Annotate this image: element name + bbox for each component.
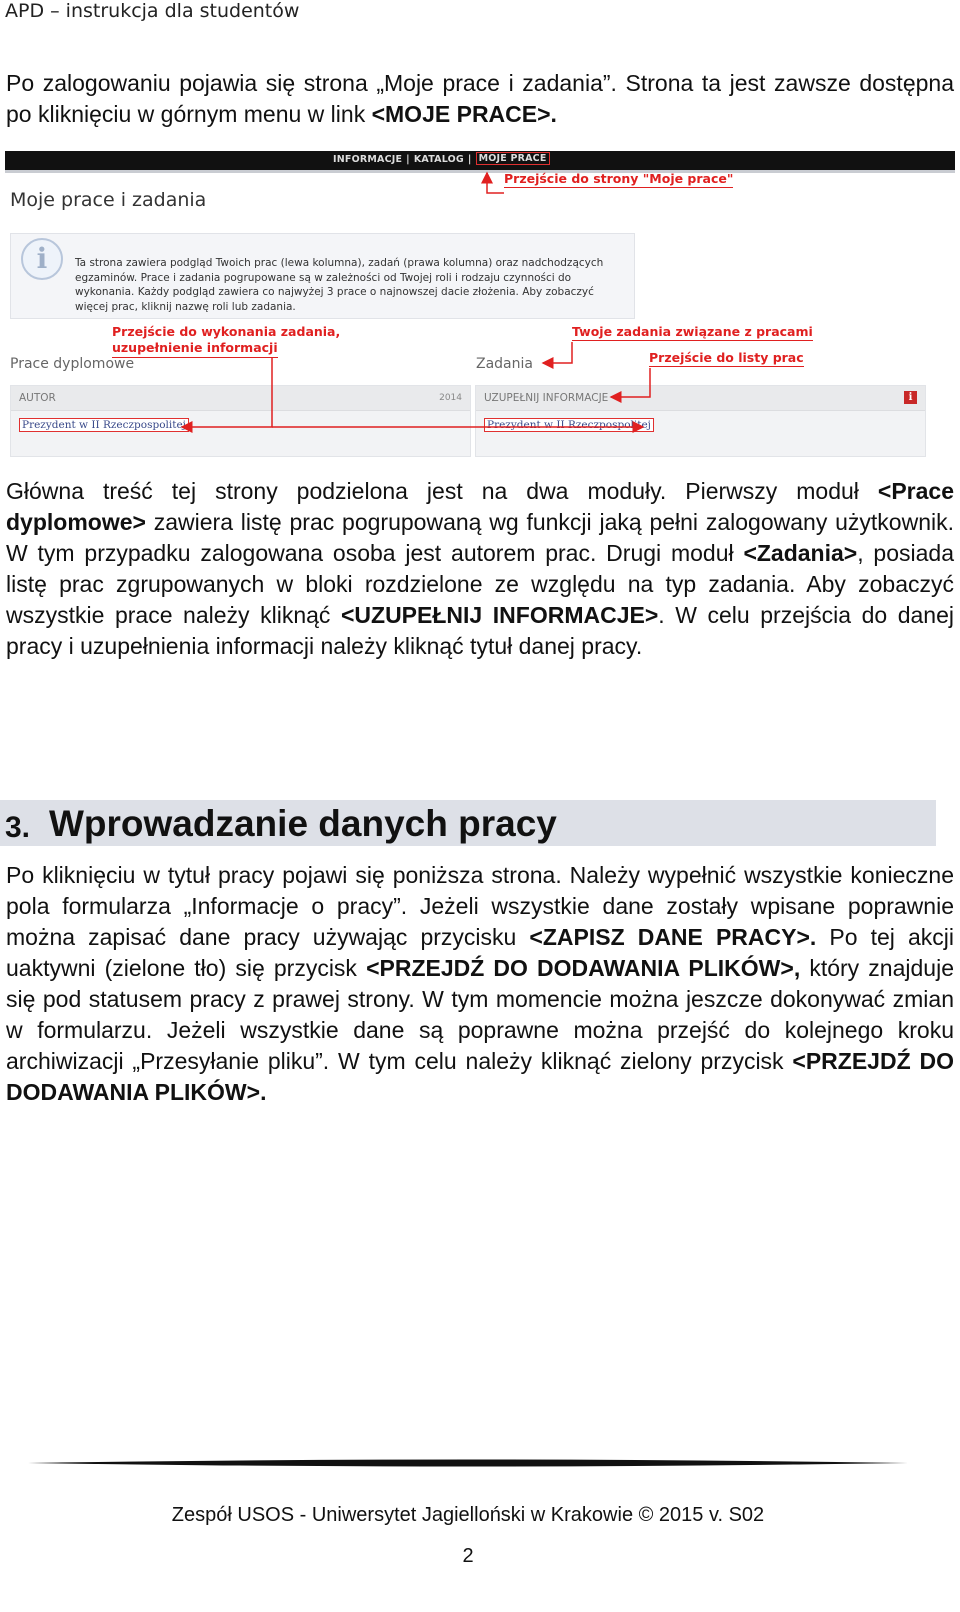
document-header: APD – instrukcja dla studentów	[5, 0, 300, 22]
annotation-left-line2: uzupełnienie informacji	[112, 340, 278, 358]
arrow-zadania	[543, 342, 572, 363]
para3-b1: <ZAPISZ DANE PRACY>.	[529, 924, 817, 950]
menu-item-katalog[interactable]: KATALOG	[413, 154, 464, 165]
arrow-menu	[487, 173, 504, 193]
section-heading	[0, 800, 936, 846]
intro-text: Po zalogowaniu pojawia się strona „Moje prace i zadania”. Strona ta jest zawsze dostępna po kliknięciu w górnym menu w link	[6, 70, 954, 127]
para3-t3: który znajduje się pod statusem pracy z prawej strony. W tym momencie można jeszcze dokonywać zmian w formularzu. Jeżeli wszystkie dane są poprawne można przejść do kolejnego kroku archiwizacji „Przesyłanie pliku”. W tym celu należy kliknąć zielony przycisk	[6, 955, 954, 1074]
module-year: 2014	[439, 393, 462, 403]
menu-item-informacje[interactable]: INFORMACJE	[333, 154, 403, 165]
annotation-arrows	[5, 149, 955, 467]
intro-paragraph	[6, 68, 954, 130]
menu-separator: |	[406, 154, 410, 165]
page-number: 2	[462, 1545, 474, 1567]
intro-bold: <MOJE PRACE>.	[371, 101, 557, 127]
module-label-autor[interactable]: AUTOR	[19, 392, 56, 404]
thesis-link-left[interactable]: Prezydent w II Rzeczpospolitej	[19, 418, 189, 432]
page-title: Moje prace i zadania	[10, 189, 207, 211]
para2-b3: <UZUPEŁNIJ INFORMACJE>	[340, 602, 659, 628]
paragraph-modules	[6, 476, 954, 662]
annotation-right-2: Przejście do listy prac	[649, 350, 804, 365]
para2-t4: . W celu przejścia do danej pracy i uzupełnienia informacji należy kliknąć tytuł danej pracy.	[6, 602, 954, 659]
footer-divider	[28, 1458, 908, 1468]
para2-b1: <Prace dyplomowe>	[6, 478, 954, 535]
paragraph-entry	[6, 860, 954, 1108]
arrow-left-link	[182, 357, 272, 427]
info-badge-icon: i	[904, 391, 917, 404]
screenshot-moje-prace	[5, 149, 955, 467]
info-text: Ta strona zawiera podgląd Twoich prac (lewa kolumna), zadań (prawa kolumna) oraz nadchodzących egzaminów. Prace i zadania pogrupowane są w zależności od Twojej roli i rodzaju czynności do wykonania. Każdy podgląd zawiera co najwyżej 3 prace o najnowszej dacie złożenia. Aby zobaczyć więcej prac, kliknij nazwę roli lub zadania.	[75, 257, 604, 313]
section-number: 3.	[5, 811, 31, 844]
info-icon: i	[21, 238, 63, 280]
para2-t3: , posiada listę prac zgrupowanych w bloki rozdzielone ze względu na typ zadania. Aby zobaczyć wszystkie prace należy kliknąć	[6, 540, 954, 628]
para3-t2: Po tej akcji uaktywni (zielone tło) się przycisk	[6, 924, 954, 981]
menu-item-moje-prace[interactable]: MOJE PRACE	[476, 152, 550, 165]
footer-text: Zespół USOS - Uniwersytet Jagielloński w Krakowie © 2015 v. S02	[171, 1504, 765, 1526]
section-title: Wprowadzanie danych pracy	[49, 803, 557, 844]
para3-b2: <PRZEJDŹ DO DODAWANIA PLIKÓW>,	[366, 955, 801, 981]
section-prace-dyplomowe[interactable]: Prace dyplomowe	[10, 356, 135, 372]
para3-t1: Po kliknięciu w tytuł pracy pojawi się poniższa strona. Należy wypełnić wszystkie konieczne pola formularza „Informacje o pracy”. Jeżeli wszystkie dane zostały wpisane poprawnie można zapisać dane pracy używając przycisku	[6, 862, 954, 950]
menu-separator: |	[467, 154, 472, 165]
para2-t2: zawiera listę prac pogrupowaną wg funkcji jaką pełni zalogowany użytkownik. W tym przypadku zalogowana osoba jest autorem prac. Drugi moduł	[6, 509, 954, 566]
annotation-right-1: Twoje zadania związane z pracami	[572, 324, 813, 339]
para2-t1: Główna treść tej strony podzielona jest na dwa moduły. Pierwszy moduł	[6, 478, 878, 504]
section-zadania[interactable]: Zadania	[476, 356, 533, 372]
annotation-top: Przejście do strony "Moje prace"	[504, 171, 734, 186]
arrow-uzupelnij	[611, 368, 650, 397]
annotation-left-line1: Przejście do wykonania zadania,	[112, 324, 341, 339]
thesis-link-right[interactable]: Prezydent w II Rzeczpospolitej	[484, 418, 654, 432]
para3-b3: <PRZEJDŹ DO DODAWANIA PLIKÓW>.	[6, 1048, 954, 1105]
module-label-uzupelnij[interactable]: UZUPEŁNIJ INFORMACJE	[484, 392, 609, 404]
para2-b2: <Zadania>	[743, 540, 858, 566]
